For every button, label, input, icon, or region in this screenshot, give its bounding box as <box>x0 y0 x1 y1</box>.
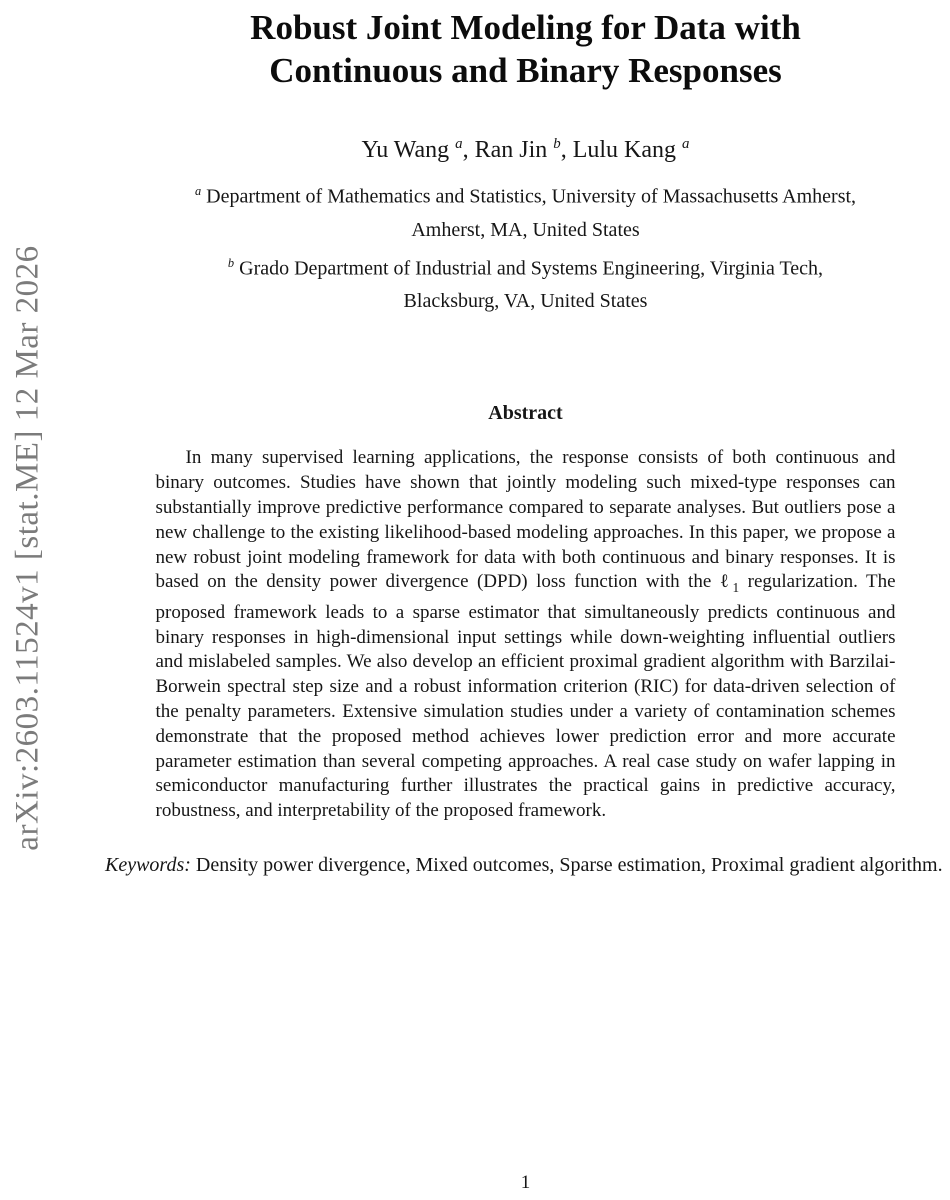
keywords-line <box>105 853 946 879</box>
affiliation-text: Grado Department of Industrial and Systems Engineering, Virginia Tech, <box>234 257 824 280</box>
paper-title-line1: Robust Joint Modeling for Data with <box>250 8 801 47</box>
abstract-text <box>156 446 896 824</box>
ell-subscript: 1 <box>732 580 740 596</box>
affiliation-text: Blacksburg, VA, United States <box>403 290 648 313</box>
author-line <box>105 129 946 165</box>
affiliations <box>105 175 946 318</box>
page-number: 1 <box>520 1172 531 1193</box>
author-separator: , <box>462 137 475 163</box>
affiliation-mark: b <box>227 255 235 270</box>
paper-title-line2: Continuous and Binary Responses <box>269 51 782 90</box>
affiliation-b-line1 <box>105 247 946 286</box>
author-name: Yu Wang <box>361 137 456 163</box>
keywords-text: Density power divergence, Mixed outcomes, Sparse estimation, Proximal gradient algorithm. <box>190 854 943 877</box>
author-name: Lulu Kang <box>572 137 683 163</box>
author-affiliation-mark: a <box>682 136 690 152</box>
abstract-part2: regularization. The proposed framework leads to a sparse estimator that simultaneously predicts continuous and binary responses in high-dimensional input settings while down-weighting influential outliers and mislabeled samples. We also develop an efficient proximal gradient algorithm with Barzilai-Borwein spectral step size and a robust information criterion (RIC) for data-driven selection of the penalty parameters. Extensive simulation studies under a variety of contamination schemes demonstrate that the proposed method achieves lower prediction error and more accurate parameter estimation than several competing approaches. A real case study on wafer lapping in semiconductor manufacturing further illustrates the practical gains in predictive accuracy, robustness, and interpretability of the proposed framework. <box>155 571 896 822</box>
author-affiliation-mark: a <box>455 136 463 152</box>
affiliation-text: Amherst, MA, United States <box>411 218 640 241</box>
author-separator: , <box>560 137 573 163</box>
affiliation-text: Department of Mathematics and Statistics, University of Massachusetts Amherst, <box>201 185 857 208</box>
affiliation-a-line1 <box>105 175 946 214</box>
paper-content <box>105 0 946 879</box>
affiliation-a-line2 <box>105 214 946 247</box>
paper-title <box>105 6 946 92</box>
abstract-part1: In many supervised learning applications, the response consists of both continuous and binary outcomes. Studies have shown that jointly modeling such mixed-type responses can substantially improve predictive performance compared to separate analyses. But outliers pose a new challenge to the existing likelihood-based modeling approaches. In this paper, we propose a new robust joint modeling framework for data with both continuous and binary responses. It is based on the density power divergence (DPD) loss function with the <box>155 447 896 593</box>
author-affiliation-mark: b <box>553 136 561 152</box>
keywords-label: Keywords: <box>105 854 191 877</box>
affiliation-mark: a <box>194 184 202 198</box>
abstract-heading: Abstract <box>488 402 563 425</box>
affiliation-b-line2 <box>105 285 946 318</box>
ell-symbol: ℓ <box>719 571 733 593</box>
author-name: Ran Jin <box>474 137 554 163</box>
arxiv-watermark: arXiv:2603.11524v1 [stat.ME] 12 Mar 2026 <box>9 245 46 851</box>
